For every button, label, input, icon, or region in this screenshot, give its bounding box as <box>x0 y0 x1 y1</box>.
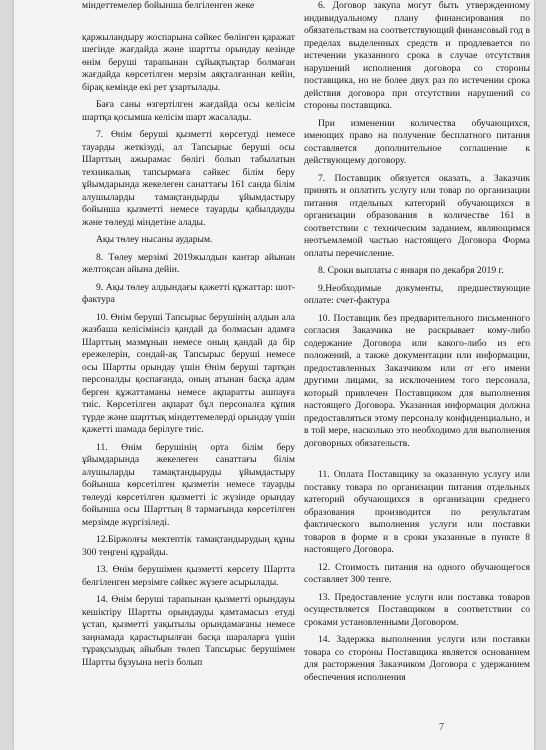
paragraph: 12.Біржолғы мектептік тамақтандырудың құны 300 теңгені құрайды. <box>82 534 295 558</box>
paragraph: 11. Оплата Поставщику за оказанную услугу или поставку товара по организации питания отдельных категорий обучающихся в организации среднего образования производится по результатам фактического выполнения услуги или поставки товаров в форме и в сроки указанные в пункте 8 настоящего Договора. <box>304 469 530 555</box>
paragraph: Баға саны өзгертілген жағдайда осы келісім шартқа қосымша келісім шарт жасалады. <box>82 99 295 123</box>
paragraph: 10. Өнім беруші Тапсырыс берушінің алдын ала жазбаша келісімінсіз қандай да болмасын адамға Шарттың мазмұнын немесе оның қандай да бір ережелерін, сондай-ақ Тапсырыс беруші немесе осы Шартты орындау үшін Өнім беруші тартқан персоналды қоспағанда, оның атынан басқа адам берген құжаттаманы немесе ақпаратты ашпауға тиіс. Көрсетілген ақпарат бұл персоналға құпия түрде және шарттық міндеттемелерді орындау үшін қажетті шамада берілуге тиіс. <box>82 311 295 435</box>
kazakh-text-column <box>82 0 295 674</box>
page-number: 7 <box>439 722 444 733</box>
paragraph: 7. Өнім беруші қызметті көрсетуді немесе тауарды жеткізуді, ал Тапсырыс беруші осы Шарттың ажырамас бөлігі болып табылатын техникалық тапсырмаға сәйкес білім беру ұйымдарында жекелеген санаттағы 161 санда білім алушыларды тамақтандырды ұйымдастыру бойынша қызметті немесе тауарды қабылдауды және төлеуді міндетіне алады. <box>82 129 295 228</box>
paragraph: 7. Поставщик обязуется оказать, а Заказчик принять и оплатить услугу или товар по организации питания отдельных категорий обучающихся в организации образования в количестве 161 в соответствии с техническим заданием, являющимся неотъемлемой частью настоящего Договора Форма оплаты перечисление. <box>304 172 530 259</box>
paragraph: 13. Өнім берушімен қызметті көрсету Шартта белгіленген мерзімге сәйкес жүзеге асырылады. <box>82 564 295 588</box>
document-page <box>14 0 534 750</box>
paragraph: 8. Сроки выплаты с января по декабря 2019 г. <box>318 265 504 276</box>
paragraph: 10. Поставщик без предварительного письменного согласия Заказчика не раскрывает кому-либо содержание Договора или какого-либо из его положений, а также документации или информации, предоставленных Заказчиком или от его имени другими лицами, за исключением того персонала, который привлечен Поставщиком для выполнения настоящего Договора. Указанная информация должна предоставляться этому персоналу конфиденциально, и в той мере, насколько это необходимо для выполнения договорных обязательств. <box>304 312 530 449</box>
paragraph: 11. Өнім берушінің орта білім беру ұйымдарында жекелеген санаттағы білім алушыларды тамақтандыруды ұйымдастыру бойынша көрсетілген қызметін немесе тауарды төлеуді көрсетілген қызметті іс жүзінде орындау бойынша осы Шарттың 8 тармағында көрсетілген мерзімде жүргізіледі. <box>82 441 295 528</box>
paragraph: 8. Төлеу мерзімі 2019жылдын кантар айынан желтоқсан айына дейін. <box>82 251 295 275</box>
paragraph: қаржыландыру жоспарына сәйкес бөлінген қаражат шегінде жағдайда және шартты орындау кезінде өнім беруші тарапынан сұйықтықтар болмаған жағдайда көрсетілген мерзім аяқталғаннан кейін, бірақ кемінде екі рет ұзартылады. <box>82 31 295 93</box>
paragraph: При изменении количества обучающихся, имеющих право на получение бесплатного питания составляется дополнительное соглашение к действующему договору. <box>304 117 530 166</box>
paragraph: Ақы төлеу нысаны аударым. <box>96 234 213 245</box>
paragraph: 9. Ақы төлеу алдындағы қажетті құжаттар: шот-фактура <box>82 281 295 305</box>
paragraph: міндеттемелер бойынша белгіленген жеке <box>82 0 255 11</box>
paragraph: 6. Договор закупа могут быть утвержденному индивидуальному плану финансирования по обязательствам на соответствующий финансовый год в пределах выделенных средств и продлевается по истечении указанного срока в случае отсутствия нарушений исполнения договора со стороны поставщика, но не более двух раз по истечении срока действия договора при отсутствии нарушений со стороны поставщика. <box>304 0 530 111</box>
spacer <box>304 455 530 469</box>
paragraph: 9.Необходимые документы, предшествующие оплате: счет-фактура <box>304 282 530 306</box>
paragraph: 12. Стоимость питания на одного обучающегося составляет 300 тенге. <box>304 561 530 585</box>
spacer <box>82 18 295 32</box>
paragraph: 14. Задержка выполнения услуги или поставки товара со стороны Поставщика является основанием для расторжения Заказчиком Договора с удержанием обеспечения исполнения <box>304 634 530 683</box>
paragraph: 14. Өнім беруші тарапынан қызметті орындауы кешіктіру Шартты орындауды қамтамасыз етуді ұстап, қызметті уақытылы орындамағаны немесе заңнамада қарастырылған басқа шараларға үшін тұрақсыздық айыбын төлеп Тапсырыс берушімен Шартты бұзуына негіз болып <box>82 594 295 668</box>
paragraph: 13. Предоставление услуги или поставка товаров осуществляется Поставщиком в соответствии со сроками установленными Договором. <box>304 591 530 628</box>
russian-text-column <box>304 0 530 689</box>
